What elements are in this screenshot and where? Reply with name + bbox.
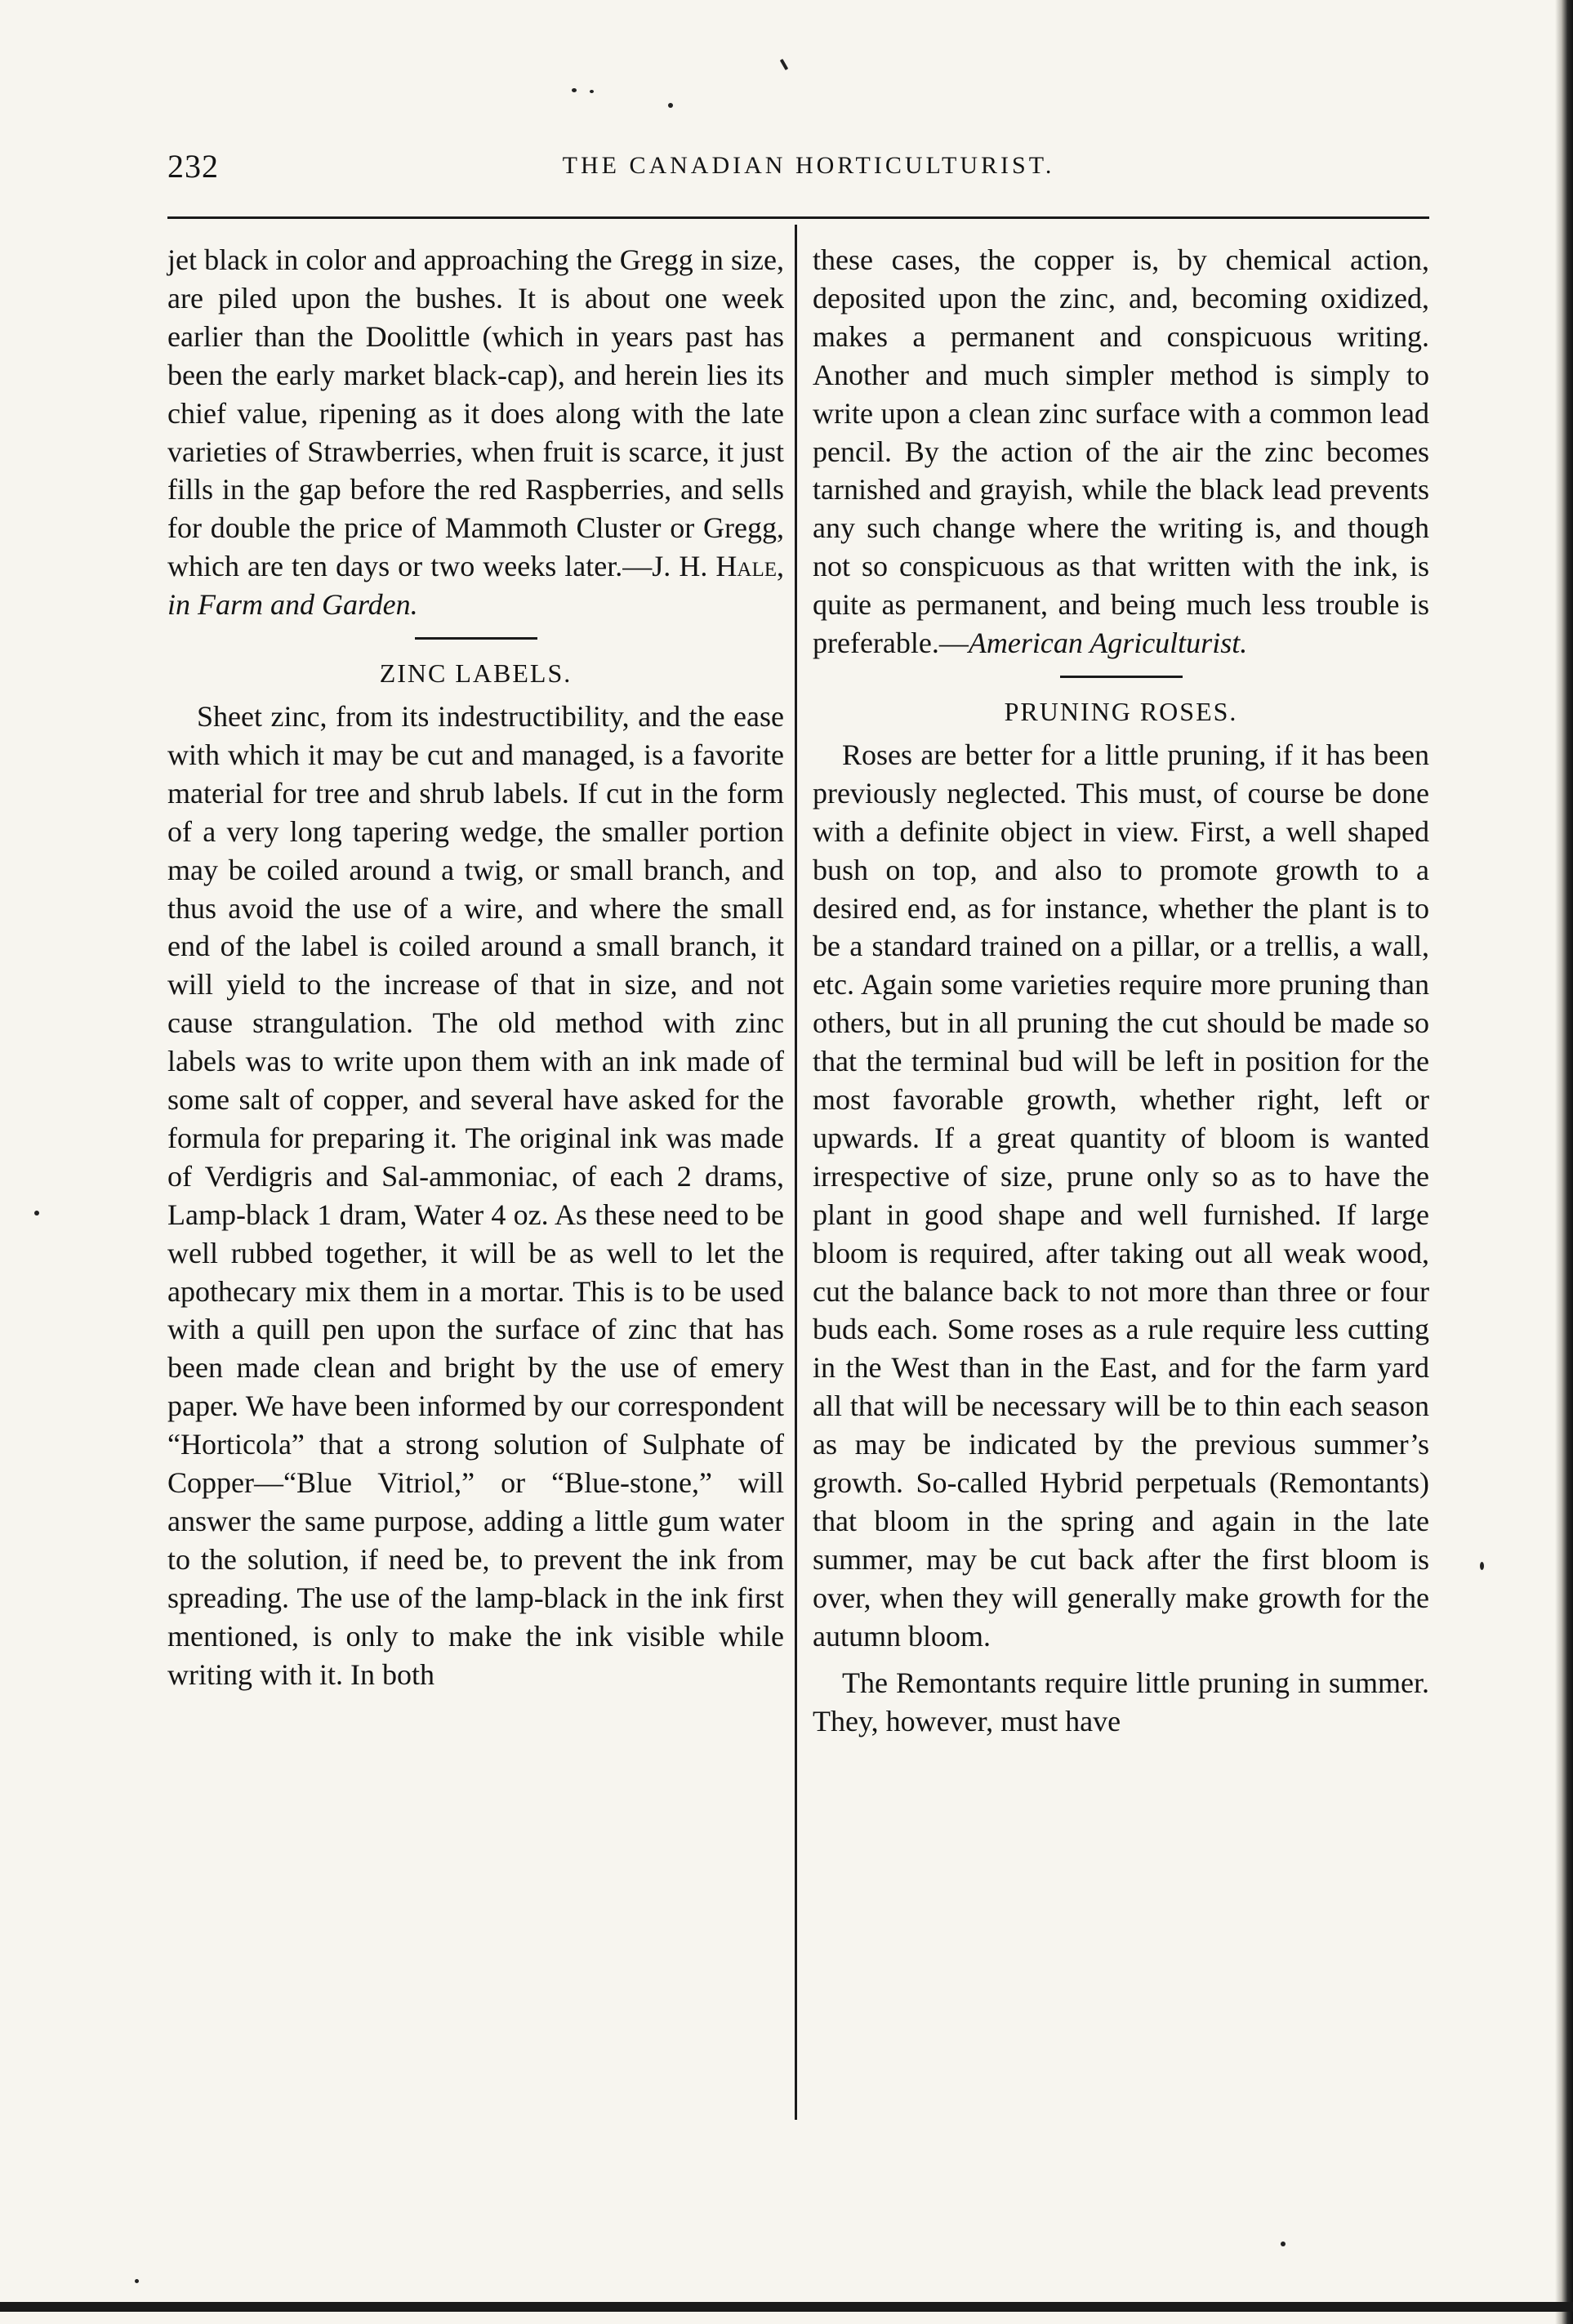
scan-speck xyxy=(780,59,788,70)
right-column xyxy=(813,241,1429,1740)
continuation-text: jet black in color and approaching the Gregg in size, are piled upon the bushes. It is about one week earlier than the Doolittle (which in years past has been the early market black-cap), and herein lies its chief value, ripening as it does along with the late varieties of Strawberries, when fruit is scarce, it just fills in the gap before the red Raspberries, and sells for double the price of Mammoth Cluster or Gregg, which are ten days or two weeks later.— xyxy=(167,243,784,583)
running-head xyxy=(167,147,1409,196)
section-rule xyxy=(1060,676,1183,678)
column-divider xyxy=(795,225,797,2120)
journal-title: THE CANADIAN HORTICULTURIST. xyxy=(562,152,1055,179)
section-rule xyxy=(415,637,537,640)
article-continuation xyxy=(167,241,784,624)
scan-speck xyxy=(135,2279,139,2283)
author-name: Hale, xyxy=(715,550,784,583)
zinc-labels-continuation xyxy=(813,241,1429,662)
binding-edge xyxy=(1555,0,1573,2324)
author-prefix: J. H. xyxy=(652,550,716,583)
scan-speck xyxy=(1281,2241,1286,2246)
scan-speck xyxy=(1480,1562,1484,1570)
section-heading-pruning-roses: PRUNING ROSES. xyxy=(1004,696,1238,726)
zinc-labels-body: Sheet zinc, from its indestructibility, and the ease with which it may be cut and managed, is a favorite material for tree and shrub labels. If cut in the form of a very long tapering wedge, the smaller portion may be coiled around a twig, or small branch, and thus avoid the use of a wire, and where the small end of the label is coiled around a small branch, it will yield to the increase of that in size, and not cause strangulation. The old method with zinc labels was to write upon them with an ink made of some salt of copper, and several have asked for the formula for preparing it. The original ink was made of Verdigris and Sal-ammoniac, of each 2 drams, Lamp-black 1 dram, Water 4 oz. As these need to be well rubbed together, it will be as well to let the apothecary mix them in a mortar. This is to be used with a quill pen upon the surface of zinc that has been made clean and bright by the use of emery paper. We have been informed by our correspondent “Horticola” that a strong solution of Sulphate of Copper—“Blue Vitriol,” or “Blue-stone,” will answer the same purpose, adding a little gum water to the solution, if need be, to prevent the ink from spreading. The use of the lamp-black in the ink first mentioned, is only to make the ink visible while writing with it. In both xyxy=(167,699,784,1691)
pruning-roses-paragraph: The Remontants require little pruning in summer. They, however, must have xyxy=(813,1666,1429,1737)
left-column xyxy=(167,241,784,1694)
zinc-continuation-text: these cases, the copper is, by chemical action, deposited upon the zinc, and, becoming oxidized, makes a permanent and conspicuous writing. Another and much simpler method is simply to write upon a clean zinc surface with a common lead pencil. By the action of the air the zinc becomes tarnished and grayish, while the black lead prevents any such change where the writing is, and though not so conspicuous as that written with the ink, is quite as permanent, and being much less trouble is preferable.— xyxy=(813,243,1429,660)
scan-speck xyxy=(590,90,594,93)
source-citation: American Agriculturist. xyxy=(968,627,1248,660)
scan-speck xyxy=(668,103,673,108)
source-citation: in Farm and Garden. xyxy=(167,588,418,622)
scan-speck xyxy=(34,1211,39,1216)
page-number: 232 xyxy=(167,148,219,185)
bottom-scan-edge xyxy=(0,2302,1573,2312)
header-rule xyxy=(167,216,1429,219)
scan-speck xyxy=(572,88,577,92)
pruning-roses-paragraph: Roses are better for a little pruning, if it has been previously neglected. This must, of course be done with a definite object in view. First, a well shaped bush on top, and also to promote growth to a desired end, as for instance, whether the plant is to be a standard trained on a pillar, or a trellis, a wall, etc. Again some varieties require more pruning than others, but in all pruning the cut should be made so that the terminal bud will be left in position for the most favorable growth, whether right, left or upwards. If a great quantity of bloom is wanted irrespective of size, prune only so as to have the plant in good shape and well furnished. If large bloom is required, after taking out all weak wood, cut the balance back to not more than three or four buds each. Some roses as a rule require less cutting in the West than in the East, and for the farm yard all that will be necessary will be to thin each season as may be indicated by the previous summer’s growth. So-called Hybrid perpetuals (Remontants) that bloom in the spring and again in the late summer, may be cut back after the first bloom is over, when they will generally make growth for the autumn bloom. xyxy=(813,738,1429,1653)
section-heading-zinc-labels: ZINC LABELS. xyxy=(379,658,573,689)
